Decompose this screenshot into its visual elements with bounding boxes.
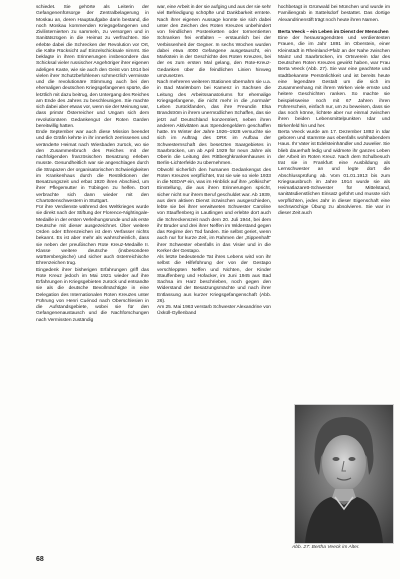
figure-caption: Abb. 27: Bertha Veeck im Alter. xyxy=(292,545,360,550)
paragraph: Nach mehreren weiteren Stationen übernahm sie u.a. in Bad Mariënborn bei Kamenz in Sachsen die Leitung des Arbeitssanatoriums für ehemalige Kriegsgefangene, die nicht mehr in die „normale“ Leben zurückfanden, das ihre Freundin Elsa Brandström in ihrem unermüdlichen Schaffen, das sie jetzt auf Deutschland konzentriert, neben ihren anderen Aktivitäten aus Spendengeldern geschaffen hatte. Im Winter der Jahre 1926–1928 versuchte sie sich im Auftrag des DRK im Aufbau der Schwesternschaft des besetzten Saargebietes in Saarbrücken, um ab April 1929 für neun Jahre als Oberin die Leitung des Rittberghkrankenhauses in Berlin-Lichterfelde zu übernehmen. xyxy=(157,80,271,167)
paragraph: Für ihre Verdienste während des Weltkrieges wurde sie direkt nach der Stiftung der Florence-Nightingale-Medaille in der ersten Verleihungsrunde und als erste Deutsche mit dieser ausgezeichnet. Über weitere Orden oder Ehrenzeichen ist dem Verfasser nichts bekannt. Es ist aber mehr als wahrscheinlich, dass sie neben der preußischen Rote Kreuz-Medaille II. Klasse weitere deutsche (insbesondere württembergische) und sicher auch österreichische Ehrenzeichen trug. xyxy=(36,205,149,267)
paragraph: Als letzte bedeutende Tat ihres Lebens wird von ihr selbst die Hilfeführung der von der Gestapo verschleppten Neffen und Nichten, der Kinder Stauffenberg und Hofacker, im Juni 1945 aus Bad Sachsa im Harz beschrieben, noch gegen den Widerstand der Besatzungsmächte und nach ihrer Entlassung aus kurzer Kriegsgefangenschaft (Abb. 26). xyxy=(157,255,271,304)
text-column-left xyxy=(36,5,149,324)
text-column-right xyxy=(278,5,390,217)
page-number: 68 xyxy=(36,556,44,563)
text-column-middle xyxy=(157,5,271,318)
paragraph: Eine der herausragendsten und verdientesten Frauen, die im Jahr 1891 im Oberstein, einer Kleinstadt in Rheinland-Pfalz an der Nahe zwischen Mainz und Saarbrücken, im Ortsverein Idar des Deutschen Roten Kreuzes gewirkt haben, war Frau Berta Veeck (Abb. 27). Sie war eine geachtete und stadtbekannte Persönlichkeit und ist bereits heute eine legendäre Gestalt um die sich im Zusammenhang mit ihrem Wirken viele ernste und heitere Geschichten ranken. So machte sie beispielsweise noch mit 67 Jahren ihren Führerschein, einfach nur, um zu beweisen, dass sie das noch könne, lichtete aber nur einmal zwischen ihren beiden Lebensmittelpunkten Idar und Birkenfeld hin und her. xyxy=(278,36,390,129)
paragraph: hochbetagt in Grünwald bei München und wurde im Familiengrab in Sattelsdorf bestattet. Das dortige Alexandrinenstift trägt noch heute ihren Namen. xyxy=(278,5,390,23)
paragraph: Eingedenk ihrer bisherigen Erfahrungen griff das Rote Kreuz jedoch im Mai 1921 wieder auf ihre Erfahrungen in Kriegsgebieten zurück und entsandte sie als die deutsche Bevollmächtigte in eine Delegation des Internationalen Roten Kreuzes unter Führung von Henri Cuénod nach Oberschlesien in die Aufstandsgebiete, wobei sie für den Gefangenenaustausch und die Nachforschungen nach Vermissten zuständig xyxy=(36,267,149,323)
paragraph: Obwohl sicherlich den humanen Gedankengut des Roten Kreuzes verpflichtet, trat sie wie so viele 1933 in die NSDAP ein, was im Hinblick auf ihre „völkische“ Einstellung, die aus ihren Erinnerungen spricht, sicher nicht nur ihrem Beruf geschuldet war. Ab 1939, aus dem aktiven Dienst inzwischen ausgeschieden, lebte sie bei ihrer verwitweten Schwester Caroline von Stauffenberg in Lautlingen und erlebte dort auch die Schreckenszeit nach dem 20. Juli 1944, bei dem ihr Bruder und drei ihrer Neffen im Widerstand gegen das Regime den Tod fanden. Sie selbst geriet, wenn auch nur für kurze Zeit, im Rahmen der „Sippenhaft“ ihrer Schwester ebenfalls in das Visier und in die Kerker der Gestapo. xyxy=(157,167,271,254)
section-heading: Berta Veeck – ein Leben im Dienst der Menschen xyxy=(278,29,389,35)
paragraph: Ende September war auch diese Mission beendet und die Gräfin kehrte in ihr innerlich zerrissenes und veränderte Heimat nach Wiesbaden zurück, wo sie den Zusammenbruch des Reiches mit der nachfolgenden französischen Besatzung erleben musste. Gesundheitlich war sie angeschlagen durch die Strapazen der organisatorischen Schwierigkeiten im Krankenhaus durch die Restriktionen der Besatzungszeit und erbat 1920 ihren Abschied, um ihrer Pflegemutter in Tübingen zu helfen. Dort verbrachte sich dann wieder mit den Chartottenschwestern in Stuttgart. xyxy=(36,130,149,204)
portrait-photo-berta-veeck xyxy=(294,404,394,544)
paragraph: war, eine Arbeit in der sie aufging und aus der sie sehr viel Befriedigung schöpfte und Dankbarkeit erntete. Nach ihrer eigenen Aussage konnte sie sich dabei unter den Zeichen des Roten Kreuzes unbehindert von feindlichen Postenketten oder tormentierten Schranken frei entfalten – erstaunlich bei der Verbissenheit der Gegner. In sechs Wochen wurden dabei etwa 4000 Gefangene ausgetauscht, ein Markstein in der Geschichte des Roten Kreuzes, bei der es zum ersten Mal gelang, den Rote-Kreuz-Gedanken über die feindlichen Linien hinweg umzusetzen. xyxy=(157,5,271,79)
paragraph: schiedet. Sie gehörte als Leiterin der Gefangenenfürsorge der Zentralbelagerung in Moskau an, deren Hauptaufgabe darin bestand, die noch Moskau kommenden Kriegsgefangenen und Zivilinternierten zu sammeln, zu versorgen und in Sanitätszügen in die Heimat zu verfrachten. Sie erlebte dabei die Schrecken der Revolution vor Ort, die Kälte Rücksicht auf Einzelschicksale nimmt. Sie beklagte in ihren Erinnerungen insbesondere das Schicksal vieler russischer Angehöriger ihrer eigenen adeligen Kaste, wie sie auch den Geist von 1914 bei vielen ihrer Schutzbefohlenen schmerzlich vermisste und die revolutionäre Stimmung auch bei den ehemaligen deutschen Kriegsgefangenen spürte, die letztlich mit dazu beitrug, den Untergang des Reiches am Ende des Jahres zu beschleunigen. Sie machte sich dabei aber etwas vor, wenn sie der Meinung war, dass primär Österreicher und Ungarn sich dem revolutionären Gedankengut der Roten Garden bereitwillig hatten. xyxy=(36,5,149,129)
paragraph: Berta Veeck wurde am 17. Dezember 1892 in Idar geboren und stammte aus ebenfalls wohlhabendem Haus. Ihr Vater ist Edelsteinhändler und Juwelier. Sie blieb dauerhaft ledig und widmete ihr ganzes Leben der Arbeit im Roten Kreuz. Nach dem Schulbesuch trat sie in Frankfurt eine Ausbildung als Lernschwester an und legte dort die Abschlussprüfung ab. Vom 01.01.1913 bis zum Kriegsausbruch im Jahre 1914 wurde sie als Heimatlazarett-Schwester für Mittelstand, sanitätsdienstlichen Einsatz geführt und musste sich verpflichten, jedes Jahr in dieser Eigenschaft eine sechswöchige Übung zu absolvieren. Sie war in dieser Zeit auch xyxy=(278,129,390,216)
paragraph: Am 25. Mai 1963 verstarb Schwester Alexandrine von Üxküll-Gyllenband xyxy=(157,305,271,317)
